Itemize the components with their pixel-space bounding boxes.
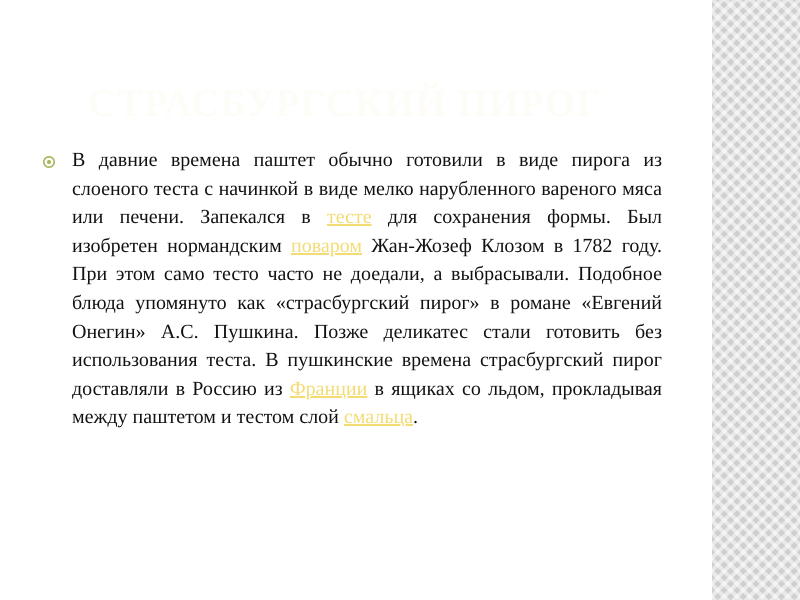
body-text-part: . (413, 406, 419, 429)
slide-body-text (72, 146, 662, 432)
body-text-part: для сохранения формы. Был изобретен нормандским (72, 206, 662, 257)
body-text-part: Жан-Жозеф Клозом в 1782 году. При этом само тесто часто не доедали, а выбрасывали. Подобное блюда упомянуто как «страсбургский пирог» в романе «Евгений Онегин» А.С. Пушкина. Позже деликатес стали готовить без использования теста. В пушкинские времена страсбургский пирог доставляли в Россию из (72, 234, 662, 400)
decorative-side-stripe (712, 0, 800, 600)
link-smalca[interactable]: смальца (343, 406, 414, 429)
link-povarom[interactable]: поваром (291, 234, 363, 257)
link-teste[interactable]: тесте (326, 206, 372, 229)
circle-bullet-icon (40, 153, 60, 173)
link-francii[interactable]: Франции (289, 377, 368, 400)
body-text-part: В давние времена паштет обычно готовили в виде пирога из слоеного теста с начинкой в виде мелко нарубленного вареного мяса или печени. Запекался в (72, 149, 662, 229)
slide-title: СТРАСБУРГСКИЙ ПИРОГ (88, 82, 602, 125)
body-text-part: в ящиках со льдом, прокладывая между паштетом и тестом слой (72, 377, 662, 429)
